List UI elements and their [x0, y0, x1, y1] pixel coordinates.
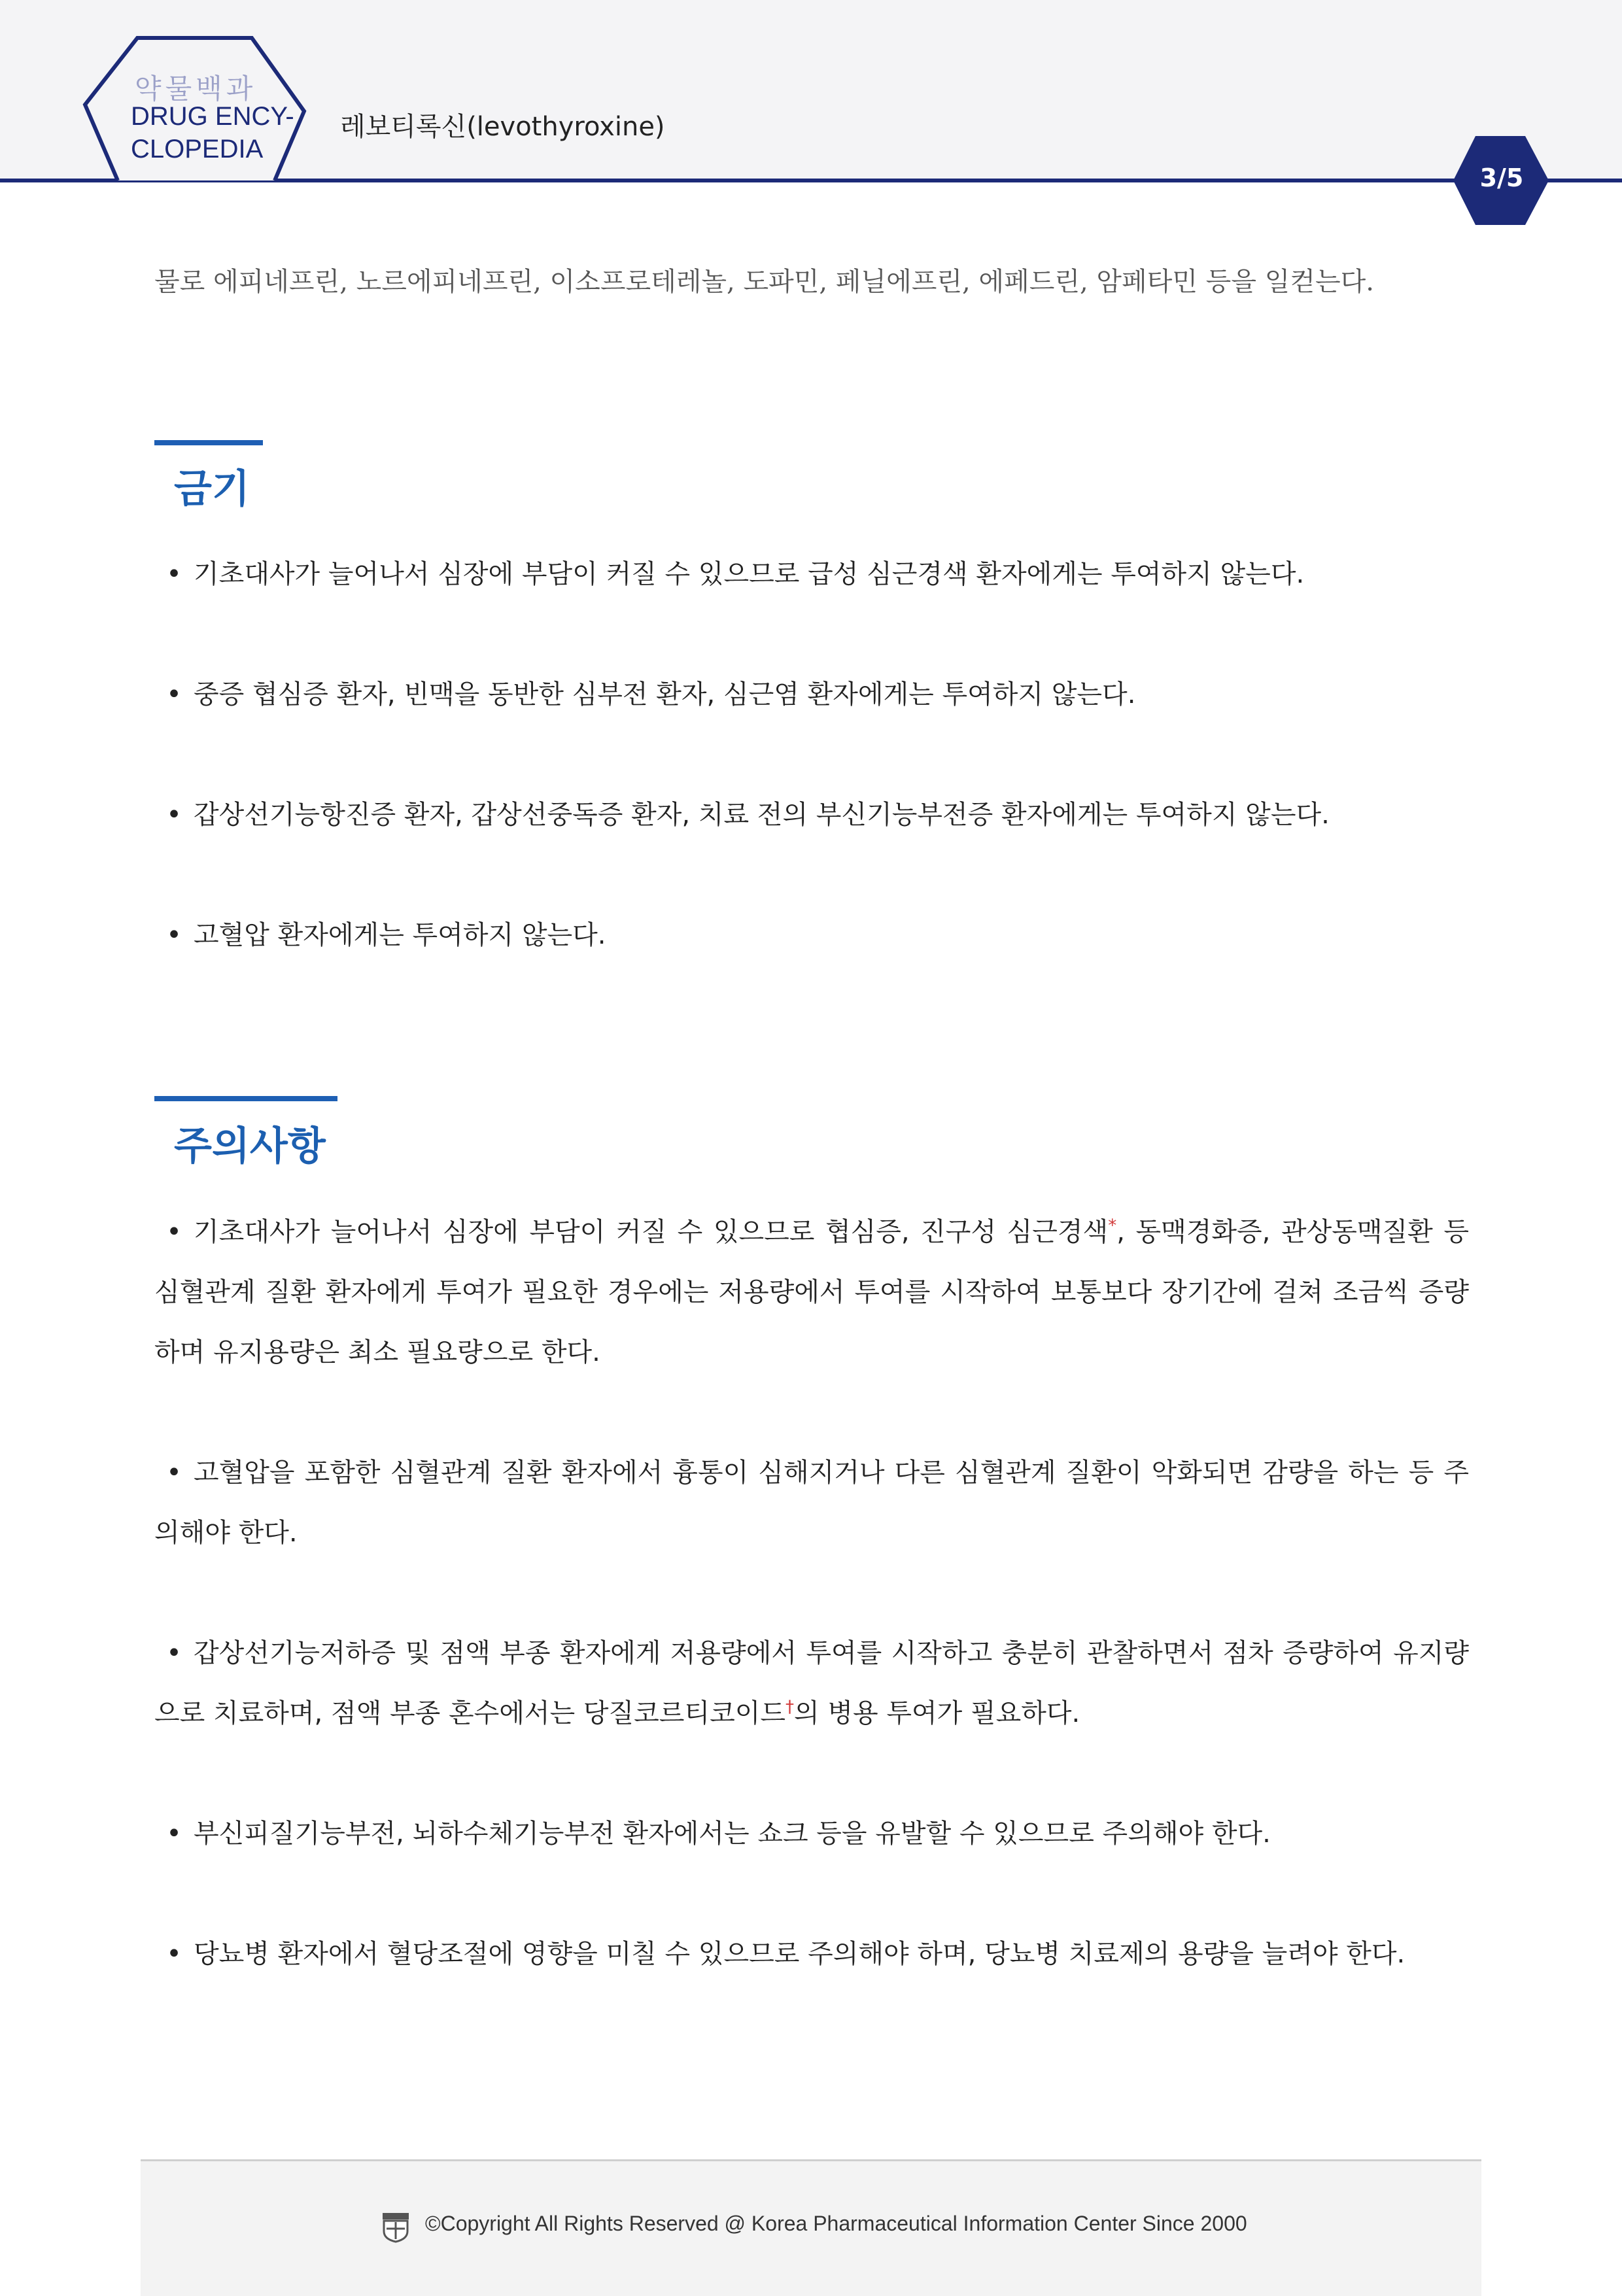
logo-english-line2: CLOPEDIA — [131, 135, 264, 163]
footnote-mark: * — [1108, 1216, 1117, 1236]
list-item: • 기초대사가 늘어나서 심장에 부담이 커질 수 있으므로 협심증, 진구성 심근경색*, 동맥경화증, 관상동맥질환 등 심혈관계 질환 환자에게 투여가 필요한 경우에는 저용량에서 투여를 시작하여 보통보다 장기간에 걸쳐 조금씩 증량하며 유지용량은 최소 필요량으로 한다. — [154, 1202, 1469, 1382]
bullet-icon: • — [166, 559, 182, 589]
intro-text: 물로 에피네프린, 노르에피네프린, 이소프로테레놀, 도파민, 페닐에프린, 에페드린, 암페타민 등을 일컫는다. — [154, 267, 1374, 297]
list-item: • 기초대사가 늘어나서 심장에 부담이 커질 수 있으므로 급성 심근경색 환자에게는 투여하지 않는다. — [154, 544, 1469, 604]
list-item: • 고혈압 환자에게는 투여하지 않는다. — [154, 905, 1469, 965]
logo-korean: 약물백과 — [135, 73, 257, 104]
bullet-icon: • — [166, 1217, 182, 1247]
list-item: • 고혈압을 포함한 심혈관계 질환 환자에서 흉통이 심해지거나 다른 심혈관계 질환이 악화되면 감량을 하는 등 주의해야 한다. — [154, 1443, 1469, 1563]
bullet-icon: • — [166, 1458, 182, 1488]
section-title-contraindications: 금기 — [174, 466, 250, 512]
section-rule-contraindications — [154, 440, 263, 445]
document-title: 레보티록신(levothyroxine) — [340, 112, 665, 142]
logo-english-line1: DRUG ENCY- — [131, 102, 294, 131]
list-item: • 당뇨병 환자에서 혈당조절에 영향을 미칠 수 있으므로 주의해야 하며, 당뇨병 치료제의 용량을 늘려야 한다. — [154, 1924, 1469, 1984]
list-item: • 중증 협심증 환자, 빈맥을 동반한 심부전 환자, 심근염 환자에게는 투여하지 않는다. — [154, 664, 1469, 725]
bullet-icon: • — [166, 920, 182, 950]
list-item: • 갑상선기능저하증 및 점액 부종 환자에게 저용량에서 투여를 시작하고 충분히 관찰하면서 점차 증량하여 유지량으로 치료하며, 점액 부종 혼수에서는 당질코르티코이드†의 병용 투여가 필요하다. — [154, 1623, 1469, 1743]
list-item: • 부신피질기능부전, 뇌하수체기능부전 환자에서는 쇼크 등을 유발할 수 있으므로 주의해야 한다. — [154, 1804, 1469, 1864]
bullet-icon: • — [166, 1638, 182, 1668]
shield-emblem-icon — [381, 2212, 410, 2243]
bullet-icon: • — [166, 800, 182, 830]
section-rule-precautions — [154, 1096, 337, 1101]
footer-copyright: ©Copyright All Rights Reserved @ Korea Pharmaceutical Information Center Since 2000 — [425, 2212, 1247, 2235]
bullet-icon: • — [166, 1819, 182, 1849]
list-item: • 갑상선기능항진증 환자, 갑상선중독증 환자, 치료 전의 부신기능부전증 환자에게는 투여하지 않는다. — [154, 785, 1469, 845]
bullet-icon: • — [166, 679, 182, 710]
footnote-mark: † — [785, 1697, 795, 1717]
section-title-precautions: 주의사항 — [174, 1123, 326, 1169]
page-number: 3/5 — [1479, 163, 1524, 192]
bullet-icon: • — [166, 1939, 182, 1969]
